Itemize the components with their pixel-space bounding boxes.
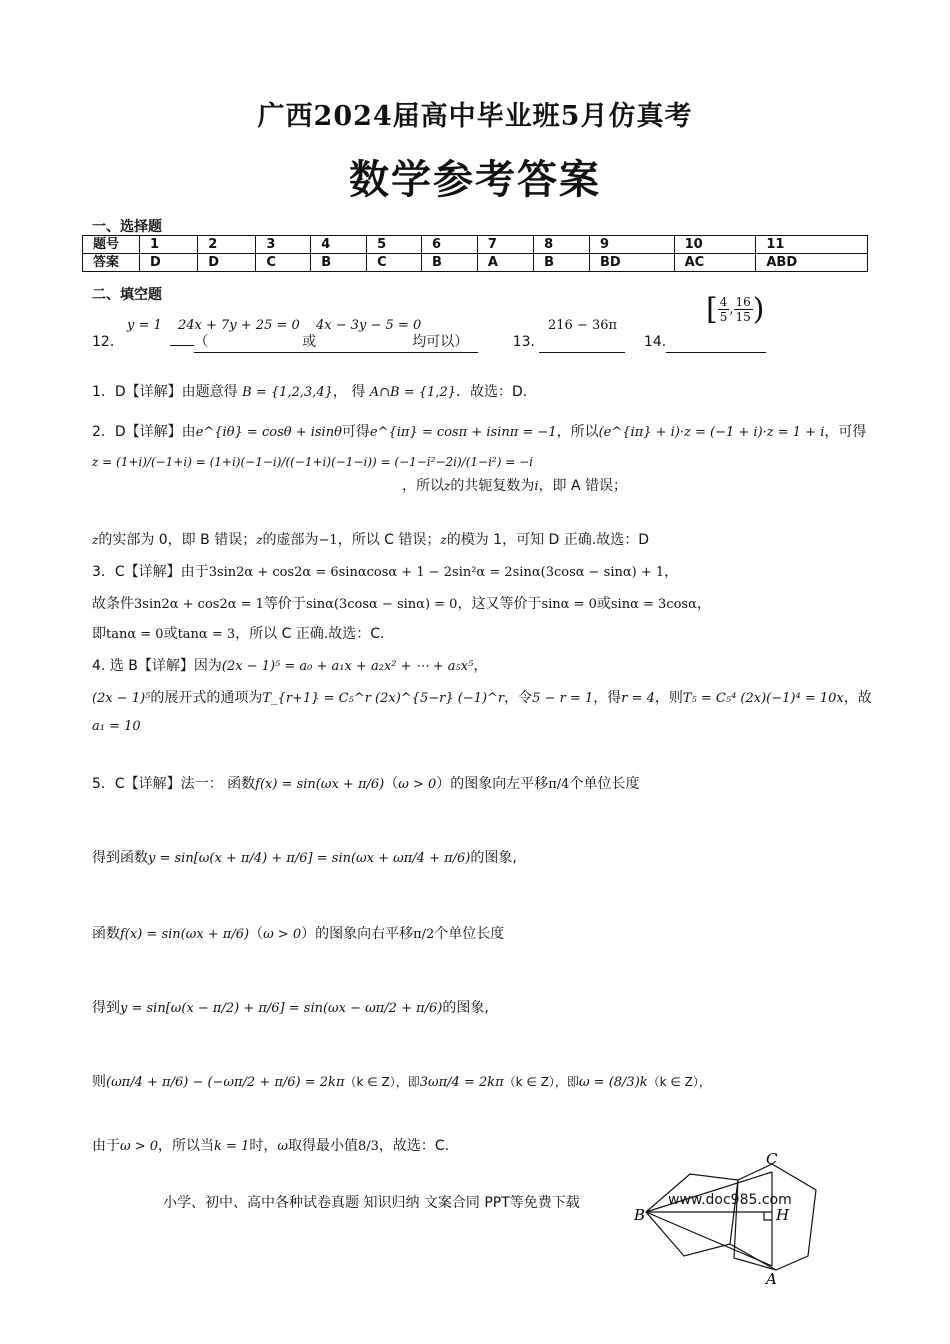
table-cell: 2 xyxy=(198,236,256,254)
figure-polygon-left xyxy=(646,1174,738,1256)
figure-label-h: H xyxy=(776,1206,790,1224)
document-title: 广西2024届高中毕业班5月仿真考 xyxy=(257,101,693,132)
table-cell: B xyxy=(311,254,367,272)
section-choice-heading: 一、选择题 xyxy=(92,219,162,235)
table-cell: ABD xyxy=(756,254,868,272)
solution-2-line-1: 2．D【详解】由e^{iθ} = cosθ + isinθ可得e^{iπ} = cosπ + isinπ = −1，所以(e^{iπ} + i)·z = (−1 + i)·z = 1 + i，可得 xyxy=(92,424,867,440)
table-cell: B xyxy=(534,254,590,272)
table-cell: D xyxy=(198,254,256,272)
solution-2-fraction: z = (1+i)/(−1+i) = (1+i)(−1−i)/((−1+i)(−1−i)) = (−1−i²−2i)/(1−i²) = −i xyxy=(92,455,533,469)
solution-5-line-3: 函数f(x) = sin(ωx + π/6)（ω > 0）的图象向右平移π/2个单位长度 xyxy=(92,926,505,942)
table-cell: 答案 xyxy=(83,254,140,272)
table-cell: C xyxy=(367,254,422,272)
q12-end: 均可以） xyxy=(412,332,478,353)
solution-5-line-6: 由于ω > 0，所以当k = 1时，ω取得最小值8/3，故选：C. xyxy=(92,1138,450,1154)
table-cell: 1 xyxy=(140,236,198,254)
solution-5-line-4: 得到y = sin[ω(x − π/2) + π/6] = sin(ωx − ωπ/2 + π/6)的图象, xyxy=(92,1000,489,1016)
table-row-question-numbers xyxy=(83,236,868,254)
solution-3-line-3: 即tanα = 0或tanα = 3，所以 C 正确.故选：C. xyxy=(92,626,385,642)
solution-3-line-2: 故条件3sin2α + cos2α = 1等价于sinα(3cosα − sinα) = 0，这又等价于sinα = 0或sinα = 3cosα， xyxy=(92,596,711,612)
solution-1-math: A∩B = {1,2} xyxy=(369,385,456,400)
solution-1-text: 1．D【详解】由题意得 xyxy=(92,384,238,400)
footer-link[interactable]: www.doc985.com xyxy=(668,1192,792,1208)
q12-answer-1: y = 1 xyxy=(127,318,162,333)
table-cell: 4 xyxy=(311,236,367,254)
solution-5-line-5: 则(ωπ/4 + π/6) − (−ωπ/2 + π/6) = 2kπ（k ∈ Z），即3ωπ/4 = 2kπ（k ∈ Z），即ω = (8/3)k（k ∈ Z）， xyxy=(92,1074,711,1090)
q14-label: 14. xyxy=(643,334,667,350)
q13-answer: 216 − 36π xyxy=(548,318,618,333)
table-cell: 10 xyxy=(674,236,756,254)
table-cell: 3 xyxy=(256,236,311,254)
figure-line-ba xyxy=(646,1212,772,1266)
answer-table xyxy=(82,235,868,272)
solution-1-math: B = {1,2,3,4} xyxy=(242,385,333,400)
solution-2-line-2 xyxy=(92,452,533,472)
table-cell: A xyxy=(477,254,533,272)
solution-1: 1．D【详解】由题意得 B = {1,2,3,4}， 得 A∩B = {1,2}．故选：D. xyxy=(92,384,528,400)
q12-answer-2: 24x + 7y + 25 = 0 xyxy=(178,318,300,333)
q14-answer: [ $\frac{4}{5}$ , $\frac{16}{15}$ ) xyxy=(706,292,765,327)
section-fill-heading: 二、填空题 xyxy=(92,287,162,303)
q12-or: 或 xyxy=(302,332,412,353)
q12-label: 12． xyxy=(92,334,124,350)
figure-label-b: B xyxy=(634,1206,646,1224)
q12-open: （ xyxy=(194,332,302,353)
table-cell: BD xyxy=(589,254,674,272)
table-cell: 题号 xyxy=(83,236,140,254)
table-cell: 6 xyxy=(421,236,477,254)
document-subtitle: 数学参考答案 xyxy=(349,157,601,203)
q12-answer-3: 4x − 3y − 5 = 0 xyxy=(316,318,422,333)
solution-4-line-3: a₁ = 10 xyxy=(92,719,141,734)
table-cell: C xyxy=(256,254,311,272)
solution-5-line-1: 5．C【详解】法一： 函数f(x) = sin(ωx + π/6)（ω > 0）的图象向左平移π/4个单位长度 xyxy=(92,776,640,792)
q13-label: 13. xyxy=(512,334,535,350)
footer-text: 小学、初中、高中各种试卷真题 知识归纳 文案合同 PPT等免费下载 xyxy=(163,1195,580,1211)
table-cell: 11 xyxy=(756,236,868,254)
solution-2-line-2b: ，所以z的共轭复数为i，即 A 错误； xyxy=(402,478,627,494)
geometry-figure xyxy=(630,1148,830,1288)
solution-4-line-2: (2x − 1)⁵的展开式的通项为T_{r+1} = C₅^r (2x)^{5−r} (−1)^r，令5 − r = 1，得r = 4，则T₅ = C₅⁴ (2x)(−1)⁴ = 10x，故 xyxy=(92,690,872,706)
table-cell: 5 xyxy=(367,236,422,254)
solution-2-line-3: z的实部为 0，即 B 错误；z的虚部为−1，所以 C 错误；z的模为 1，可知 D 正确.故选：D xyxy=(92,532,649,548)
figure-label-c: C xyxy=(766,1150,778,1168)
table-cell: D xyxy=(140,254,198,272)
table-cell: B xyxy=(421,254,477,272)
solution-4-line-1: 4. 选 B【详解】因为(2x − 1)⁵ = a₀ + a₁x + a₂x² + ⋯ + a₅x⁵， xyxy=(92,658,488,674)
table-cell: 9 xyxy=(589,236,674,254)
figure-line-bc xyxy=(646,1172,772,1212)
figure-label-a: A xyxy=(766,1270,777,1288)
solution-5-line-2: 得到函数y = sin[ω(x + π/4) + π/6] = sin(ωx + ωπ/4 + π/6)的图象, xyxy=(92,850,517,866)
solution-3-line-1: 3．C【详解】由于3sin2α + cos2α = 6sinαcosα + 1 − 2sin²α = 2sinα(3cosα − sinα) + 1， xyxy=(92,564,679,580)
table-row-answers xyxy=(83,254,868,272)
table-cell: 7 xyxy=(477,236,533,254)
fill-answer-line xyxy=(92,332,766,353)
table-cell: AC xyxy=(674,254,756,272)
table-cell: 8 xyxy=(534,236,590,254)
